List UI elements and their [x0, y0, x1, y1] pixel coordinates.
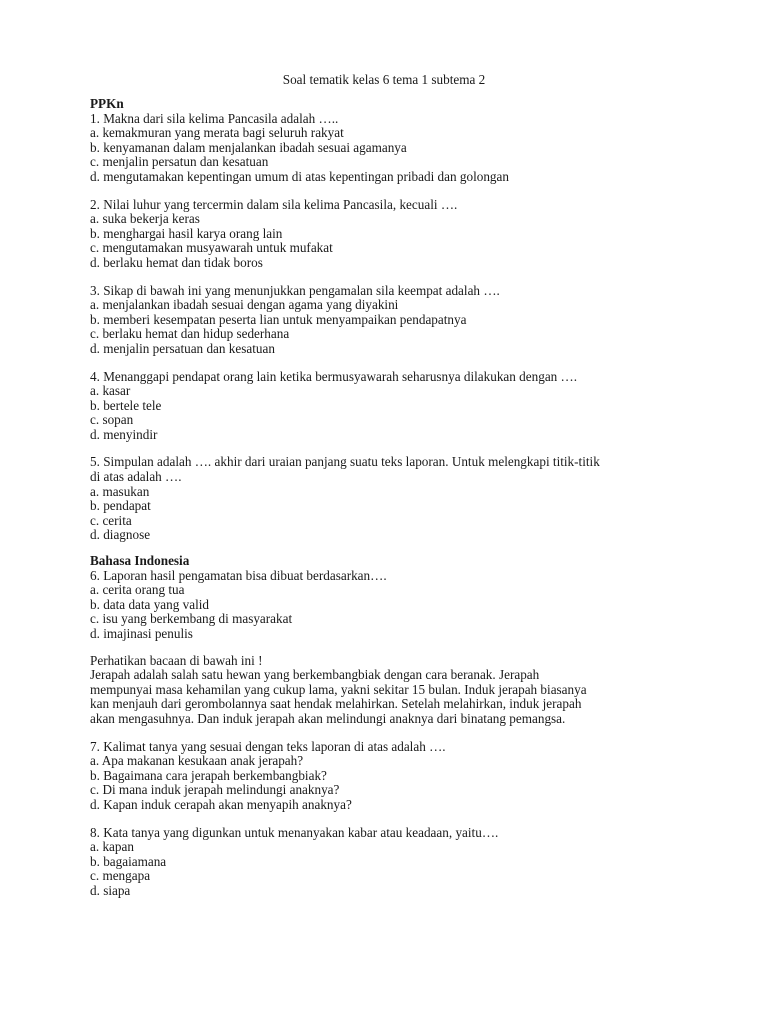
question-7: [90, 740, 690, 813]
option-a: a. kapan: [90, 839, 134, 855]
section-heading-bahasa-indonesia: Bahasa Indonesia: [90, 553, 190, 569]
question-text: 4. Menanggapi pendapat orang lain ketika bermusyawarah seharusnya dilakukan dengan ….: [90, 368, 578, 384]
option-a: a. cerita orang tua: [90, 582, 185, 598]
option-c: c. sopan: [90, 412, 134, 428]
document-title: Soal tematik kelas 6 tema 1 subtema 2: [282, 72, 486, 87]
question-6: [90, 569, 690, 642]
option-d: d. Kapan induk cerapah akan menyapih anaknya?: [90, 796, 352, 812]
question-text: 3. Sikap di bawah ini yang menunjukkan pengamalan sila keempat adalah ….: [90, 282, 500, 298]
option-a: a. masukan: [90, 483, 150, 499]
question-text: 2. Nilai luhur yang tercermin dalam sila kelima Pancasila, kecuali ….: [90, 196, 458, 212]
option-c: c. cerita: [90, 512, 132, 528]
question-1: [90, 112, 690, 185]
option-c: c. isu yang berkembang di masyarakat: [90, 611, 293, 627]
option-a: a. kemakmuran yang merata bagi seluruh rakyat: [90, 125, 344, 141]
question-text: 7. Kalimat tanya yang sesuai dengan teks laporan di atas adalah ….: [90, 738, 446, 754]
question-3: [90, 284, 690, 357]
reading-passage: [90, 654, 690, 727]
passage-line: Jerapah adalah salah satu hewan yang berkembangbiak dengan cara beranak. Jerapah: [90, 667, 540, 683]
option-d: d. menyindir: [90, 426, 158, 442]
option-c: c. mengutamakan musyawarah untuk mufakat: [90, 240, 333, 256]
option-d: d. menjalin persatuan dan kesatuan: [90, 340, 275, 356]
option-d: d. imajinasi penulis: [90, 626, 193, 641]
option-b: b. data data yang valid: [90, 596, 210, 612]
option-b: b. pendapat: [90, 498, 151, 514]
option-b: b. menghargai hasil karya orang lain: [90, 225, 283, 241]
passage-intro: Perhatikan bacaan di bawah ini !: [90, 652, 263, 668]
question-text: 1. Makna dari sila kelima Pancasila adalah …..: [90, 110, 339, 126]
question-2: [90, 198, 690, 271]
option-a: a. kasar: [90, 383, 131, 399]
passage-line: akan mengasuhnya. Dan induk jerapah akan melindungi anaknya dari binatang pemangsa.: [90, 710, 566, 726]
option-b: b. kenyamanan dalam menjalankan ibadah sesuai agamanya: [90, 139, 407, 155]
option-c: c. Di mana induk jerapah melindungi anaknya?: [90, 782, 340, 798]
option-b: b. bertele tele: [90, 397, 162, 413]
question-text-line-1: 5. Simpulan adalah …. akhir dari uraian panjang suatu teks laporan. Untuk melengkapi titik-titik: [90, 454, 600, 470]
option-c: c. berlaku hemat dan hidup sederhana: [90, 326, 290, 342]
question-8: [90, 826, 690, 899]
option-b: b. bagaiamana: [90, 853, 167, 869]
option-a: a. Apa makanan kesukaan anak jerapah?: [90, 753, 304, 769]
option-d: d. mengutamakan kepentingan umum di atas kepentingan pribadi dan golongan: [90, 168, 509, 184]
option-d: d. diagnose: [90, 527, 151, 543]
question-5: [90, 455, 690, 543]
passage-line: mempunyai masa kehamilan yang cukup lama, yakni sekitar 15 bulan. Induk jerapah biasanya: [90, 681, 587, 697]
passage-line: kan menjauh dari gerombolannya saat hendak melahirkan. Setelah melahirkan, induk jerapah: [90, 696, 582, 712]
option-c: c. mengapa: [90, 868, 151, 884]
question-text: 8. Kata tanya yang digunkan untuk menanyakan kabar atau keadaan, yaitu….: [90, 824, 499, 840]
option-a: a. menjalankan ibadah sesuai dengan agama yang diyakini: [90, 297, 399, 313]
option-a: a. suka bekerja keras: [90, 211, 200, 227]
option-b: b. memberi kesempatan peserta lian untuk menyampaikan pendapatnya: [90, 311, 467, 327]
question-text-line-2: di atas adalah ….: [90, 469, 182, 485]
option-c: c. menjalin persatun dan kesatuan: [90, 154, 269, 170]
option-d: d. siapa: [90, 882, 131, 898]
document-body: [90, 97, 690, 899]
option-b: b. Bagaimana cara jerapah berkembangbiak?: [90, 767, 327, 783]
question-4: [90, 370, 690, 443]
option-d: d. berlaku hemat dan tidak boros: [90, 254, 263, 270]
question-text: 6. Laporan hasil pengamatan bisa dibuat berdasarkan….: [90, 567, 387, 583]
section-heading-ppkn: PPKn: [90, 96, 124, 111]
